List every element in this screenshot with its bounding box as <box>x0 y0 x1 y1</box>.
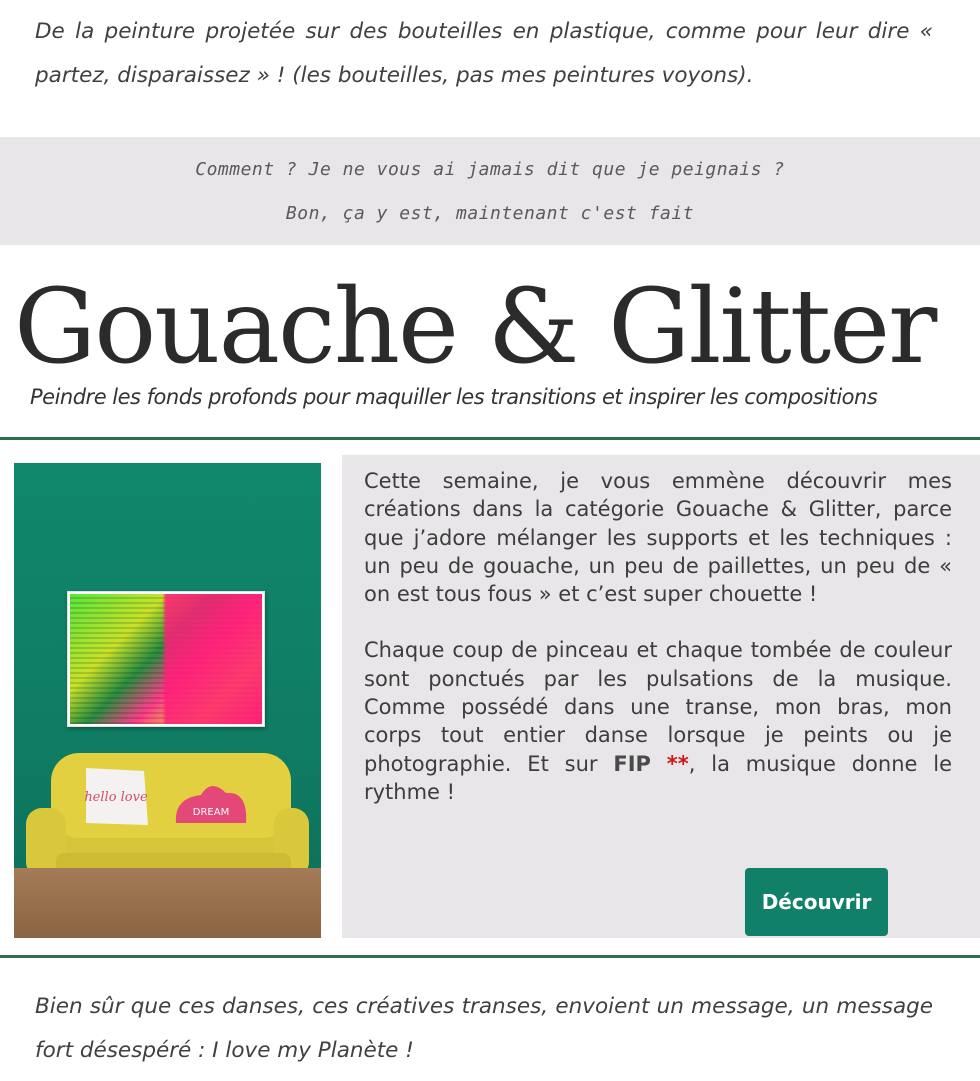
content-paragraph-1: Cette semaine, je vous emmène découvrir mes créations dans la catégorie Gouache & Glitter, parce que j’adore mélanger les supports et les techniques : un peu de gouache, un peu de paillettes, un peu de « on est tous fous » et c’est super chouette ! <box>364 469 952 607</box>
page-tagline: Peindre les fonds profonds pour maquiller les transitions et inspirer les compositions <box>30 385 878 409</box>
intro-text-block <box>35 10 933 98</box>
quote-line-2: Bon, ça y est, maintenant c'est fait <box>285 203 695 224</box>
quote-line-1: Comment ? Je ne vous ai jamais dit que je peignais ? <box>195 159 785 180</box>
pillow-right-text: DREAM <box>192 807 230 818</box>
discover-button[interactable]: Découvrir <box>745 868 888 936</box>
outro-paragraph: Bien sûr que ces danses, ces créatives transes, envoient un message, un message fort désespéré : I love my Planète ! <box>35 994 933 1063</box>
fip-mark: ** <box>666 751 689 776</box>
pillow-hello-love <box>84 768 148 825</box>
page-title: Gouache & Glitter <box>14 267 936 387</box>
quote-band <box>0 137 980 245</box>
framed-painting <box>67 591 265 727</box>
wooden-floor <box>14 868 321 938</box>
paragraph-2-start: Chaque coup de pinceau et chaque tombée de couleur sont ponctués par les pulsations de la musique. Comme possédé dans une transe, mon bras, mon corps tout entier danse lorsque je peints ou je photographie. Et sur <box>364 638 952 776</box>
divider-top <box>0 437 980 440</box>
artwork-photo <box>14 463 321 938</box>
paragraph-2-end: , la musique donne le rythme ! <box>364 751 953 804</box>
painting-canvas <box>70 594 262 724</box>
intro-paragraph: De la peinture projetée sur des bouteilles en plastique, comme pour leur dire « partez, disparaissez » ! (les bouteilles, pas mes peintures voyons). <box>35 19 933 88</box>
divider-bottom <box>0 955 980 958</box>
outro-text-block <box>35 985 933 1073</box>
pillow-left-text: hello love <box>84 790 148 805</box>
content-body <box>364 467 952 834</box>
content-paragraph-2 <box>364 636 952 806</box>
fip-link-text: FIP <box>613 751 651 776</box>
